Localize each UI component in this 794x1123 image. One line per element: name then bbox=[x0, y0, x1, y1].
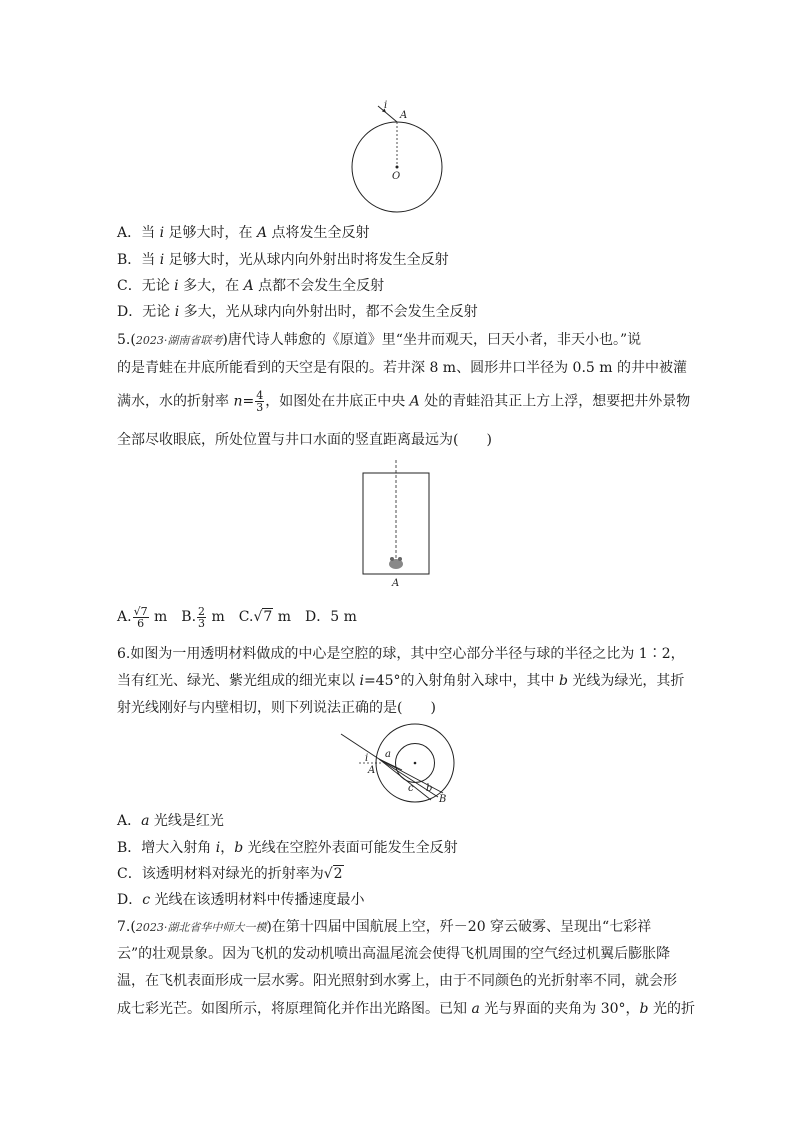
label-i: i bbox=[384, 100, 388, 111]
figure-sphere bbox=[340, 95, 460, 215]
label-A-sphere: A bbox=[368, 765, 376, 776]
q7-line-4: 成七彩光芒。如图所示，将原理简化并作出光路图。已知 a 光与界面的夹角为 30°，b 光的折 bbox=[117, 1001, 695, 1017]
q6-option-b: B．增大入射角 i，b 光线在空腔外表面可能发生全反射 bbox=[117, 840, 458, 856]
q5-line-3: 满水，水的折射率 n= $\frac{4}{3}$ ，如图处在井底正中央 A 处的青蛙沿其正上方上浮，想要把井外景物 bbox=[117, 389, 691, 414]
q7-line-3: 温，在飞机表面形成一层水雾。阳光照射到水雾上，由于不同颜色的光折射率不同，就会形 bbox=[117, 973, 677, 989]
q6-option-a: A．a 光线是红光 bbox=[117, 813, 224, 829]
q5-line-1: 5.(2023·湖南省联考)唐代诗人韩愈的《原道》里“坐井而观天，曰天小者，非天小也。”说 bbox=[117, 332, 642, 348]
label-O: O bbox=[392, 171, 401, 182]
label-A-well: A bbox=[392, 578, 400, 589]
label-c: c bbox=[408, 783, 414, 794]
q6-option-c: C．该透明材料对绿光的折射率为√2 bbox=[117, 866, 343, 882]
q5-line-2: 的是青蛙在井底所能看到的天空是有限的。若井深 8 m、圆形井口半径为 0.5 m 的井中被灌 bbox=[117, 360, 687, 376]
q4-option-a: A．当 i 足够大时，在 A 点将发生全反射 bbox=[117, 225, 370, 241]
label-B: B bbox=[439, 794, 447, 805]
q7-line-2: 云”的壮观景象。因为飞机的发动机喷出高温尾流会使得飞机周围的空气经过机翼后膨胀降 bbox=[117, 946, 671, 962]
figure-well bbox=[355, 460, 445, 592]
q7-line-1: 7.(2023·湖北省华中师大一模)在第十四届中国航展上空，歼－20 穿云破雾、呈现出“七彩祥 bbox=[117, 919, 652, 935]
q6-line-1: 6.如图为一用透明材料做成的中心是空腔的球，其中空心部分半径与球的半径之比为 1∶2， bbox=[117, 646, 685, 662]
label-A: A bbox=[400, 110, 408, 121]
q4-option-b: B．当 i 足够大时，光从球内向外射出时将发生全反射 bbox=[117, 252, 449, 268]
q6-line-2: 当有红光、绿光、紫光组成的细光束以 i=45°的入射角射入球中，其中 b 光线为绿光，其折 bbox=[117, 673, 685, 689]
label-b: b bbox=[426, 783, 433, 794]
fraction-4-3: $\frac{4}{3}$ bbox=[256, 389, 264, 414]
q6-option-d: D．c 光线在该透明材料中传播速度最小 bbox=[117, 892, 365, 908]
q4-option-d: D．无论 i 多大，光从球内向外射出时，都不会发生全反射 bbox=[117, 304, 478, 320]
q5-line-4: 全部尽收眼底，所处位置与井口水面的竖直距离最远为( ) bbox=[117, 432, 492, 448]
q4-option-c: C．无论 i 多大，在 A 点都不会发生全反射 bbox=[117, 278, 385, 294]
q5-options: A. $\frac{√7}{6}$ m B. $\frac{2}{3}$ m C.√7 m D．5 m bbox=[117, 604, 357, 630]
label-i-sphere: i bbox=[365, 753, 369, 764]
q6-line-3: 射光线刚好与内壁相切，则下列说法正确的是( ) bbox=[117, 700, 436, 716]
label-a: a bbox=[385, 749, 391, 760]
figure-hollow-sphere bbox=[335, 722, 465, 806]
